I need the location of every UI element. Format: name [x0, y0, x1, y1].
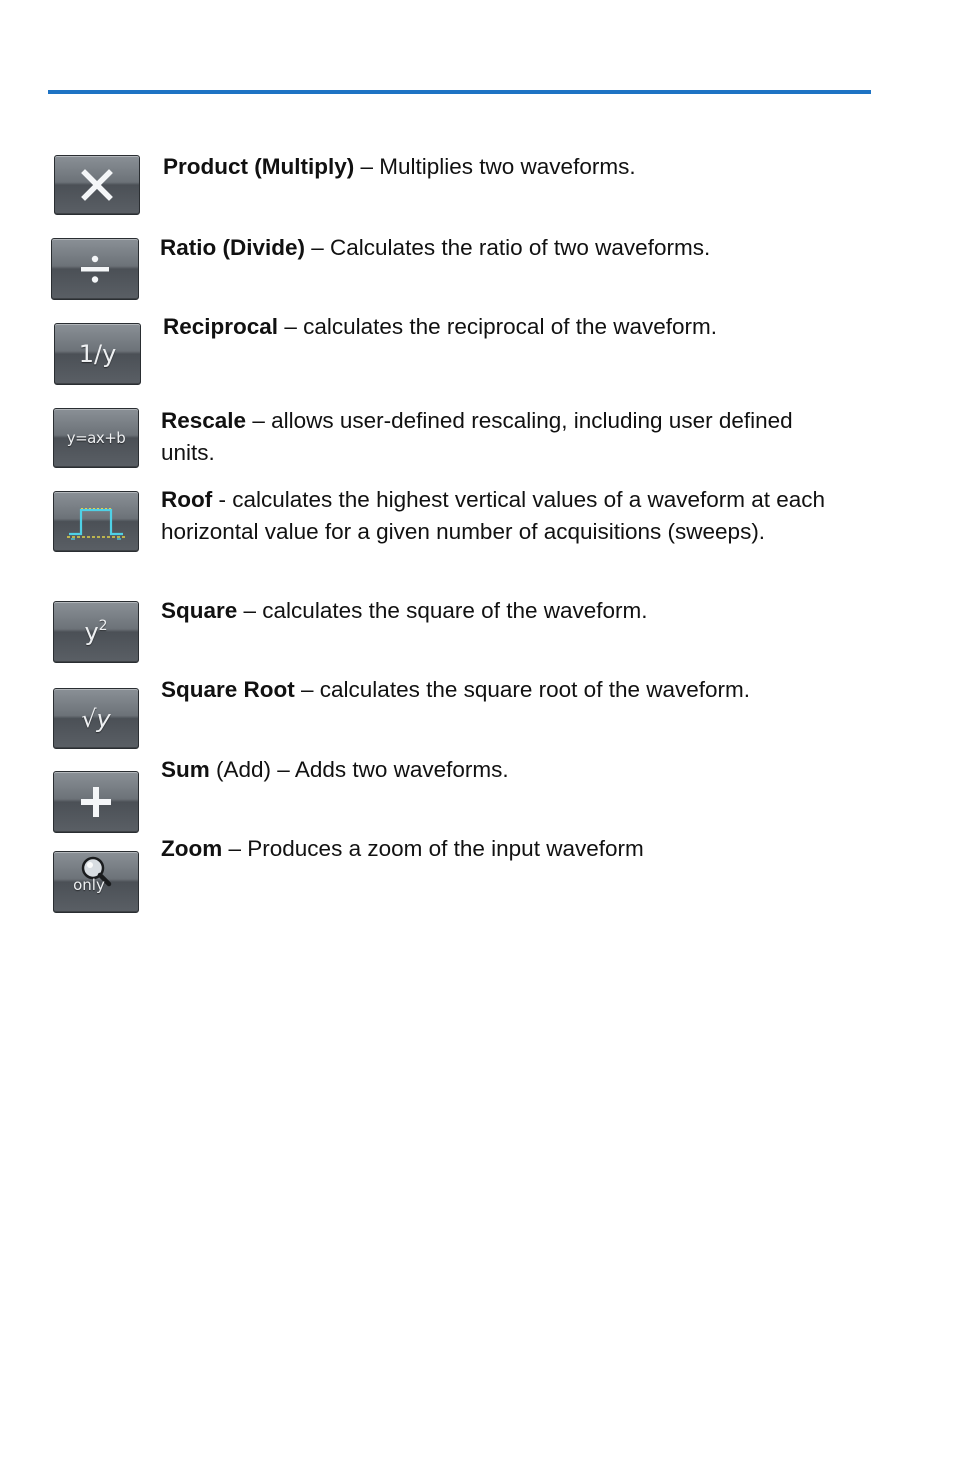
rescale-icon: y=ax+b: [66, 429, 126, 447]
entry-text: – Multiplies two waveforms.: [354, 154, 636, 179]
entry-term: Product (Multiply): [163, 154, 355, 179]
entry-text: – allows user-defined rescaling, including user defined units.: [161, 408, 793, 465]
rescale-button[interactable]: [53, 408, 139, 468]
reciprocal-icon: 1/y: [78, 340, 117, 368]
entry-text: – Calculates the ratio of two waveforms.: [305, 235, 711, 260]
square-icon-exponent: 2: [98, 618, 108, 634]
square-root-icon: √y: [81, 704, 111, 733]
plus-icon: [78, 784, 114, 820]
entry-description: [161, 674, 851, 706]
reciprocal-button[interactable]: [54, 323, 141, 385]
multiply-button[interactable]: [54, 155, 140, 215]
entry-term: Square Root: [161, 677, 295, 702]
entry-text: – Adds two waveforms.: [271, 757, 509, 782]
entry-description: [163, 151, 853, 183]
zoom-button[interactable]: [53, 851, 139, 913]
square-button[interactable]: [53, 601, 139, 663]
top-divider-rule: [48, 90, 871, 94]
roof-button[interactable]: [53, 491, 139, 552]
entry-description: [161, 833, 851, 865]
divide-icon: [78, 252, 112, 286]
entry-term: Square: [161, 598, 238, 623]
entry-description: [160, 232, 850, 264]
entry-description: [161, 405, 851, 469]
entry-term: Zoom: [161, 836, 223, 861]
square-icon-base: y: [84, 618, 99, 646]
entry-description: [161, 484, 851, 548]
sum-button[interactable]: [53, 771, 139, 833]
square-root-button[interactable]: [53, 688, 139, 749]
entry-description: [161, 595, 851, 627]
square-icon: [84, 618, 107, 646]
entry-text: – calculates the square of the waveform.: [237, 598, 648, 623]
entry-term: Sum: [161, 757, 210, 782]
entry-term-extra: (Add): [209, 757, 272, 782]
entry-description: [161, 754, 851, 786]
entry-term: Ratio (Divide): [160, 235, 306, 260]
entry-text: – calculates the reciprocal of the waveform.: [278, 314, 718, 339]
entry-text: – calculates the square root of the waveform.: [294, 677, 751, 702]
roof-waveform-icon: [61, 500, 131, 544]
entry-text: – Produces a zoom of the input waveform: [222, 836, 644, 861]
zoom-icon-label: only: [73, 876, 105, 894]
entry-description: [163, 311, 853, 343]
entry-term: Roof: [161, 487, 213, 512]
entry-term: Rescale: [161, 408, 247, 433]
divide-button[interactable]: [51, 238, 139, 300]
entry-text: - calculates the highest vertical values of a waveform at each horizontal value for a given number of acquisitions (sweeps).: [161, 487, 826, 544]
entry-term: Reciprocal: [163, 314, 279, 339]
multiply-icon: [80, 168, 114, 202]
